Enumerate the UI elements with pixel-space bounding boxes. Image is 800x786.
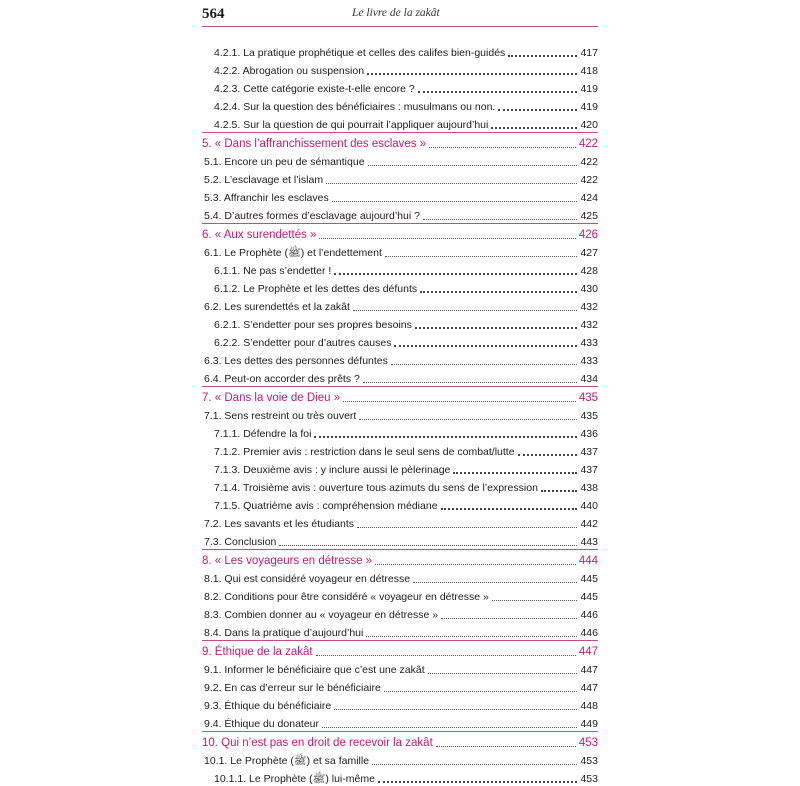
toc-page-number: 433 <box>580 355 598 367</box>
toc-page-number: 453 <box>580 773 598 785</box>
page-number: 564 <box>202 6 225 22</box>
dot-leader <box>314 436 577 438</box>
toc-entry[interactable] <box>202 296 598 314</box>
toc-entry[interactable] <box>202 405 598 423</box>
toc-entry-label: 9.1. Informer le bénéficiaire que c’est une zakât <box>204 664 425 676</box>
dot-leader <box>368 165 577 166</box>
toc-page-number: 447 <box>580 682 598 694</box>
dot-leader <box>322 727 577 728</box>
toc-entry[interactable] <box>202 114 598 132</box>
toc-entry-label: 4.2.2. Abrogation ou suspension <box>214 65 365 77</box>
toc-chapter-entry[interactable] <box>202 641 598 659</box>
toc-page-number: 422 <box>580 156 598 168</box>
toc-entry[interactable] <box>202 314 598 332</box>
dot-leader <box>326 183 577 184</box>
toc-entry[interactable] <box>202 659 598 677</box>
toc-entry-label: 7.1.5. Quatrième avis : compréhension médiane <box>214 500 438 512</box>
toc-page-number: 432 <box>580 301 598 313</box>
toc-entry-label: 6.3. Les dettes des personnes défuntes <box>204 355 388 367</box>
toc-page-number: 422 <box>580 174 598 186</box>
toc-entry[interactable] <box>202 768 598 786</box>
toc-entry[interactable] <box>202 677 598 695</box>
toc-entry-label: 5.4. D’autres formes d’esclavage aujourd’hui ? <box>204 210 420 222</box>
toc-page-number: 449 <box>580 718 598 730</box>
toc-entry[interactable] <box>202 187 598 205</box>
toc-entry-label: 9.3. Éthique du bénéficiaire <box>204 700 332 712</box>
dot-leader <box>492 600 577 601</box>
toc-entry[interactable] <box>202 604 598 622</box>
dot-leader <box>366 636 577 637</box>
toc-entry-label: 4.2.5. Sur la question de qui pourrait l’appliquer aujourd’hui <box>214 119 489 131</box>
dot-leader <box>334 273 577 275</box>
table-of-contents <box>202 42 598 786</box>
toc-entry-label: 6.4. Peut-on accorder des prêts ? <box>204 373 360 385</box>
toc-entry-label: 6.1. Le Prophète (ﷺ) et l’endettement <box>204 247 382 259</box>
toc-entry-label: 8.4. Dans la pratique d’aujourd’hui <box>204 627 364 639</box>
toc-page-number: 437 <box>580 446 598 458</box>
toc-page-number: 417 <box>580 47 598 59</box>
dot-leader <box>508 55 577 57</box>
toc-page-number: 419 <box>580 83 598 95</box>
toc-entry[interactable] <box>202 151 598 169</box>
toc-entry[interactable] <box>202 531 598 549</box>
toc-page-number: 445 <box>580 573 598 585</box>
toc-page-number: 453 <box>578 737 598 749</box>
toc-chapter-entry[interactable] <box>202 224 598 242</box>
toc-page-number: 419 <box>580 101 598 113</box>
toc-page-number: 445 <box>580 591 598 603</box>
toc-entry[interactable] <box>202 441 598 459</box>
toc-page-number: 434 <box>580 373 598 385</box>
toc-entry[interactable] <box>202 622 598 640</box>
toc-chapter-entry[interactable] <box>202 550 598 568</box>
dot-leader <box>423 219 577 220</box>
toc-entry[interactable] <box>202 205 598 223</box>
toc-entry[interactable] <box>202 332 598 350</box>
toc-entry[interactable] <box>202 459 598 477</box>
dot-leader <box>420 291 577 293</box>
toc-page-number: 435 <box>580 410 598 422</box>
dot-leader <box>429 147 576 148</box>
toc-page-number: 435 <box>578 392 598 404</box>
dot-leader <box>518 454 577 456</box>
dot-leader <box>491 127 577 129</box>
toc-chapter-entry[interactable] <box>202 133 598 151</box>
dot-leader <box>441 508 577 510</box>
toc-entry[interactable] <box>202 586 598 604</box>
dot-leader <box>415 327 577 329</box>
toc-page-number: 427 <box>580 247 598 259</box>
toc-entry[interactable] <box>202 495 598 513</box>
toc-entry[interactable] <box>202 477 598 495</box>
toc-entry-label: 5.3. Affranchir les esclaves <box>204 192 329 204</box>
toc-entry[interactable] <box>202 42 598 60</box>
toc-entry[interactable] <box>202 96 598 114</box>
toc-entry-label: 6. « Aux surendettés » <box>202 229 317 241</box>
toc-entry[interactable] <box>202 78 598 96</box>
toc-page-number: 446 <box>580 609 598 621</box>
dot-leader <box>367 73 577 75</box>
toc-entry-label: 7.1. Sens restreint ou très ouvert <box>204 410 357 422</box>
toc-entry-label: 7.1.4. Troisième avis : ouverture tous azimuts du sens de l’expression <box>214 482 538 494</box>
toc-entry-label: 8. « Les voyageurs en détresse » <box>202 555 373 567</box>
toc-entry[interactable] <box>202 423 598 441</box>
dot-leader <box>372 764 577 765</box>
dot-leader <box>343 401 576 402</box>
toc-entry-label: 8.2. Conditions pour être considéré « voyageur en détresse » <box>204 591 489 603</box>
toc-page-number: 442 <box>580 518 598 530</box>
dot-leader <box>391 364 577 365</box>
dot-leader <box>319 238 575 239</box>
toc-entry-label: 7. « Dans la voie de Dieu » <box>202 392 341 404</box>
dot-leader <box>334 709 577 710</box>
toc-page-number: 447 <box>578 646 598 658</box>
page-header <box>202 6 598 27</box>
toc-entry-label: 6.1.2. Le Prophète et les dettes des défunts <box>214 283 418 295</box>
running-title: Le livre de la zakât <box>352 7 440 19</box>
toc-entry[interactable] <box>202 60 598 78</box>
toc-page-number: 443 <box>580 536 598 548</box>
dot-leader <box>359 419 577 420</box>
dot-leader <box>394 345 577 347</box>
dot-leader <box>357 527 577 528</box>
toc-entry-label: 4.2.3. Cette catégorie existe-t-elle encore ? <box>214 83 415 95</box>
toc-entry-label: 5. « Dans l’affranchissement des esclaves » <box>202 138 427 150</box>
dot-leader <box>363 382 577 383</box>
toc-entry-label: 4.2.4. Sur la question des bénéficiaires : musulmans ou non. <box>214 101 496 113</box>
toc-page-number: 447 <box>580 664 598 676</box>
toc-entry-label: 6.2.1. S’endetter pour ses propres besoins <box>214 319 412 331</box>
toc-page-number: 436 <box>580 428 598 440</box>
toc-entry-label: 9.2. En cas d’erreur sur le bénéficiaire <box>204 682 381 694</box>
toc-entry-label: 4.2.1. La pratique prophétique et celles des califes bien-guidés <box>214 47 506 59</box>
toc-entry[interactable] <box>202 695 598 713</box>
toc-page-number: 418 <box>580 65 598 77</box>
toc-entry[interactable] <box>202 169 598 187</box>
toc-entry[interactable] <box>202 242 598 260</box>
toc-entry-label: 7.1.1. Défendre la foi <box>214 428 312 440</box>
dot-leader <box>428 673 577 674</box>
toc-chapter-entry[interactable] <box>202 387 598 405</box>
toc-page-number: 446 <box>580 627 598 639</box>
toc-page-number: 453 <box>580 755 598 767</box>
dot-leader <box>541 490 577 492</box>
toc-entry[interactable] <box>202 260 598 278</box>
toc-entry-label: 7.1.3. Deuxième avis : y inclure aussi le pèlerinage <box>214 464 451 476</box>
dot-leader <box>498 109 577 111</box>
toc-entry-label: 10. Qui n’est pas en droit de recevoir la zakât <box>202 737 433 749</box>
dot-leader <box>375 564 576 565</box>
toc-page-number: 444 <box>578 555 598 567</box>
toc-page-number: 426 <box>578 229 598 241</box>
dot-leader <box>384 691 577 692</box>
toc-entry[interactable] <box>202 513 598 531</box>
toc-entry-label: 6.2.2. S’endetter pour d’autres causes <box>214 337 392 349</box>
dot-leader <box>436 746 576 747</box>
toc-page-number: 425 <box>580 210 598 222</box>
toc-page-number: 448 <box>580 700 598 712</box>
toc-entry-label: 8.1. Qui est considéré voyageur en détresse <box>204 573 411 585</box>
toc-entry-label: 8.3. Combien donner au « voyageur en détresse » <box>204 609 439 621</box>
dot-leader <box>441 618 577 619</box>
toc-entry-label: 6.1.1. Ne pas s’endetter ! <box>214 265 332 277</box>
toc-page-number: 432 <box>580 319 598 331</box>
toc-page-number: 430 <box>580 283 598 295</box>
toc-entry[interactable] <box>202 568 598 586</box>
toc-entry-label: 10.1.1. Le Prophète (ﷺ) lui-même <box>214 773 375 785</box>
toc-page-number: 438 <box>580 482 598 494</box>
toc-page-number: 424 <box>580 192 598 204</box>
toc-entry[interactable] <box>202 278 598 296</box>
toc-page-number: 420 <box>580 119 598 131</box>
toc-entry-label: 7.1.2. Premier avis : restriction dans le seul sens de combat/lutte <box>214 446 515 458</box>
dot-leader <box>316 655 576 656</box>
toc-entry[interactable] <box>202 713 598 731</box>
toc-entry[interactable] <box>202 750 598 768</box>
toc-entry-label: 7.3. Conclusion <box>204 536 277 548</box>
dot-leader <box>418 91 577 93</box>
toc-entry-label: 5.1. Encore un peu de sémantique <box>204 156 365 168</box>
toc-entry-label: 6.2. Les surendettés et la zakât <box>204 301 350 313</box>
toc-chapter-entry[interactable] <box>202 732 598 750</box>
toc-entry-label: 5.2. L’esclavage et l’islam <box>204 174 324 186</box>
toc-entry-label: 9.4. Éthique du donateur <box>204 718 320 730</box>
dot-leader <box>413 582 577 583</box>
toc-entry-label: 9. Éthique de la zakât <box>202 646 313 658</box>
dot-leader <box>353 310 577 311</box>
toc-entry-label: 10.1. Le Prophète (ﷺ) et sa famille <box>204 755 370 767</box>
toc-page-number: 433 <box>580 337 598 349</box>
dot-leader <box>378 781 577 783</box>
toc-page-number: 440 <box>580 500 598 512</box>
toc-page-number: 428 <box>580 265 598 277</box>
toc-entry-label: 7.2. Les savants et les étudiants <box>204 518 355 530</box>
dot-leader <box>453 472 577 474</box>
dot-leader <box>332 201 577 202</box>
dot-leader <box>385 256 577 257</box>
toc-page-number: 437 <box>580 464 598 476</box>
toc-page-number: 422 <box>578 138 598 150</box>
toc-entry[interactable] <box>202 368 598 386</box>
dot-leader <box>279 545 577 546</box>
toc-entry[interactable] <box>202 350 598 368</box>
